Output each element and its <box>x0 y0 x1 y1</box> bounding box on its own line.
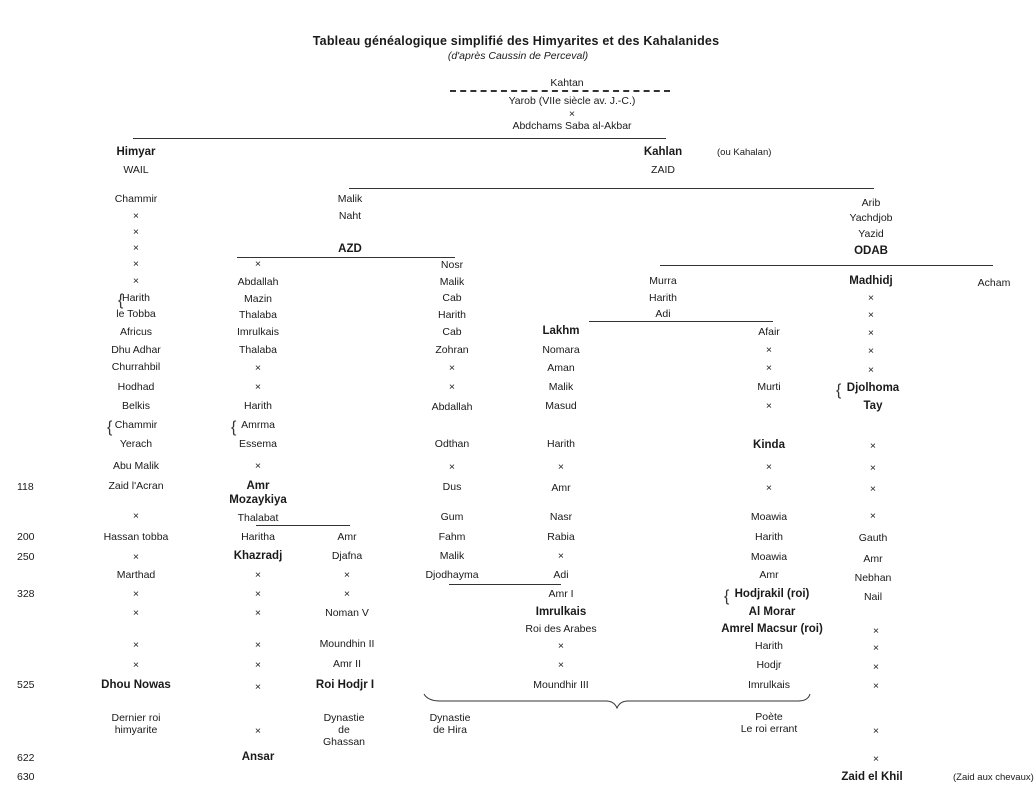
person-node: Malik <box>439 276 465 288</box>
person-node: Gum <box>440 511 464 523</box>
unnamed-generation-marker: × <box>765 362 773 374</box>
unnamed-generation-marker: × <box>254 381 262 393</box>
person-node: Murra <box>649 275 677 287</box>
unnamed-generation-marker: × <box>557 461 565 473</box>
unnamed-generation-marker: × <box>254 607 262 619</box>
person-node: Masud <box>545 400 577 412</box>
person-node: Harith <box>121 292 151 304</box>
person-node: ZAID <box>651 164 675 176</box>
person-node: Djolhoma <box>846 382 900 394</box>
person-node: Amr <box>863 553 883 565</box>
person-node: WAIL <box>123 164 149 176</box>
unnamed-generation-marker: × <box>254 258 262 270</box>
person-node: Haritha <box>241 531 275 543</box>
year-label: 250 <box>17 551 35 563</box>
year-label: 622 <box>17 752 35 764</box>
unnamed-generation-marker: × <box>343 569 351 581</box>
person-node: Tay <box>863 400 883 412</box>
unnamed-generation-marker: × <box>254 460 262 472</box>
person-node: Madhidj <box>849 275 893 287</box>
unnamed-generation-marker: × <box>132 639 140 651</box>
person-node: Marthad <box>116 569 156 581</box>
unnamed-generation-marker: × <box>254 659 262 671</box>
person-node: Thalabat <box>237 512 279 524</box>
person-node: Aman <box>547 362 575 374</box>
person-node: Harith <box>437 309 467 321</box>
unnamed-generation-marker: × <box>765 461 773 473</box>
person-node: Dus <box>442 481 462 493</box>
unnamed-generation-marker: × <box>872 661 880 673</box>
unnamed-generation-marker: × <box>132 607 140 619</box>
person-node: Abu Malik <box>112 460 160 472</box>
unnamed-generation-marker: × <box>867 327 875 339</box>
person-node: Zaid el Khil <box>841 771 903 783</box>
unnamed-generation-marker: × <box>132 510 140 522</box>
person-node: Imrulkais <box>747 679 791 691</box>
chart-subtitle: (d'après Caussin de Perceval) <box>447 50 589 62</box>
person-node: Africus <box>119 326 153 338</box>
unnamed-generation-marker: × <box>872 625 880 637</box>
person-node: Amr <box>337 531 357 543</box>
person-node: Harith <box>546 438 576 450</box>
person-node: Roi des Arabes <box>525 623 597 635</box>
brace-icon: { <box>231 419 237 436</box>
unnamed-generation-marker: × <box>132 588 140 600</box>
person-node: Roi Hodjr I <box>315 679 375 691</box>
person-node: Dernier roi himyarite <box>111 712 161 736</box>
brace-icon: { <box>107 419 113 436</box>
person-node: Imrulkais <box>236 326 280 338</box>
person-node: Zohran <box>435 344 469 356</box>
person-node: Moundhin II <box>319 638 375 650</box>
year-label: 200 <box>17 531 35 543</box>
unnamed-generation-marker: × <box>254 639 262 651</box>
person-node: Khazradj <box>233 550 283 562</box>
brace-icon: { <box>836 382 842 399</box>
person-node: Ansar <box>241 751 275 763</box>
unnamed-generation-marker: × <box>132 210 140 222</box>
brace-icon: { <box>724 588 730 605</box>
person-node: Murti <box>757 381 781 393</box>
person-node: Odthan <box>434 438 470 450</box>
person-node: Yarob (VIIe siècle av. J.-C.) <box>508 95 636 107</box>
unnamed-generation-marker: × <box>568 108 576 120</box>
person-node: Nail <box>863 591 883 603</box>
unnamed-generation-marker: × <box>765 482 773 494</box>
unnamed-generation-marker: × <box>869 440 877 452</box>
unnamed-generation-marker: × <box>557 659 565 671</box>
person-node: Thalaba <box>239 344 277 356</box>
unnamed-generation-marker: × <box>872 753 880 765</box>
unnamed-generation-marker: × <box>254 569 262 581</box>
person-node: Hodhad <box>117 381 155 393</box>
person-node: Nebhan <box>854 572 892 584</box>
unnamed-generation-marker: × <box>867 309 875 321</box>
person-node: Dhu Adhar <box>111 344 161 356</box>
unnamed-generation-marker: × <box>869 483 877 495</box>
person-node: Amr <box>551 482 571 494</box>
person-node: ODAB <box>854 245 888 257</box>
unnamed-generation-marker: × <box>867 364 875 376</box>
unnamed-generation-marker: × <box>872 680 880 692</box>
person-node: (Zaid aux chevaux) <box>953 772 1034 783</box>
person-node: Hodjr <box>756 659 782 671</box>
unnamed-generation-marker: × <box>132 258 140 270</box>
person-node: Poète Le roi errant <box>740 711 798 735</box>
unnamed-generation-marker: × <box>869 510 877 522</box>
person-node: Hassan tobba <box>103 531 169 543</box>
unnamed-generation-marker: × <box>254 588 262 600</box>
unnamed-generation-marker: × <box>448 461 456 473</box>
person-node: Churrahbil <box>111 361 161 373</box>
person-node: Adi <box>655 308 671 320</box>
person-node: Harith <box>754 531 784 543</box>
year-label: 328 <box>17 588 35 600</box>
person-node: Moundhir III <box>533 679 589 691</box>
year-label: 118 <box>17 481 34 493</box>
unnamed-generation-marker: × <box>448 362 456 374</box>
person-node: Mozaykiya <box>229 494 287 506</box>
person-node: Chammir <box>114 419 158 431</box>
person-node: (ou Kahalan) <box>717 147 772 158</box>
person-node: Dynastie de Ghassan <box>322 712 366 748</box>
person-node: Adi <box>553 569 569 581</box>
unnamed-generation-marker: × <box>254 362 262 374</box>
person-node: Acham <box>977 277 1011 289</box>
unnamed-generation-marker: × <box>343 588 351 600</box>
person-node: Yachdjob <box>849 212 893 224</box>
person-node: Abdallah <box>237 276 279 288</box>
year-label: 630 <box>17 771 35 783</box>
year-label: 525 <box>17 679 35 691</box>
person-node: Amr I <box>548 588 574 600</box>
unnamed-generation-marker: × <box>254 681 262 693</box>
person-node: Rabia <box>547 531 575 543</box>
person-node: Nosr <box>440 259 464 271</box>
person-node: Nasr <box>549 511 573 523</box>
person-node: Himyar <box>116 146 156 158</box>
person-node: Dhou Nowas <box>101 679 171 691</box>
person-node: Harith <box>243 400 273 412</box>
unnamed-generation-marker: × <box>872 725 880 737</box>
person-node: Malik <box>337 193 363 205</box>
person-node: Essema <box>239 438 277 450</box>
person-node: Harith <box>648 292 678 304</box>
unnamed-generation-marker: × <box>867 345 875 357</box>
person-node: Cab <box>442 292 462 304</box>
person-node: Kinda <box>753 439 785 451</box>
person-node: Afair <box>758 326 780 338</box>
person-node: Kahtan <box>550 77 584 89</box>
person-node: Cab <box>442 326 462 338</box>
person-node: Mazin <box>243 293 273 305</box>
unnamed-generation-marker: × <box>867 292 875 304</box>
person-node: Imrulkais <box>535 606 587 618</box>
person-node: Djafna <box>331 550 363 562</box>
person-node: Nomara <box>542 344 580 356</box>
person-node: Chammir <box>114 193 158 205</box>
person-node: Moawia <box>750 511 788 523</box>
person-node: Djodhayma <box>425 569 479 581</box>
person-node: Zaid l'Acran <box>108 480 164 492</box>
unnamed-generation-marker: × <box>132 242 140 254</box>
person-node: Fahm <box>438 531 466 543</box>
person-node: Al Morar <box>748 606 796 618</box>
chart-title: Tableau généalogique simplifié des Himyarites et des Kahalanides <box>312 34 720 48</box>
person-node: Amr <box>246 480 270 492</box>
person-node: Harith <box>754 640 784 652</box>
unnamed-generation-marker: × <box>448 381 456 393</box>
person-node: Malik <box>548 381 574 393</box>
brace-icon: { <box>118 292 124 309</box>
unnamed-generation-marker: × <box>872 642 880 654</box>
person-node: Amr <box>759 569 779 581</box>
person-node: Arib <box>861 197 881 209</box>
person-node: Abdallah <box>431 401 473 413</box>
person-node: Hodjrakil (roi) <box>734 588 810 600</box>
unnamed-generation-marker: × <box>132 275 140 287</box>
person-node: Amrel Macsur (roi) <box>721 623 823 635</box>
unnamed-generation-marker: × <box>132 659 140 671</box>
person-node: Gauth <box>858 532 888 544</box>
person-node: le Tobba <box>116 308 156 320</box>
person-node: Lakhm <box>542 325 580 337</box>
unnamed-generation-marker: × <box>869 462 877 474</box>
person-node: Amr II <box>333 658 361 670</box>
unnamed-generation-marker: × <box>765 344 773 356</box>
person-node: Yazid <box>858 228 884 240</box>
unnamed-generation-marker: × <box>132 551 140 563</box>
person-node: Thalaba <box>239 309 277 321</box>
unnamed-generation-marker: × <box>765 400 773 412</box>
person-node: Moawia <box>750 551 788 563</box>
unnamed-generation-marker: × <box>254 725 262 737</box>
person-node: Amrma <box>241 419 275 431</box>
unnamed-generation-marker: × <box>557 550 565 562</box>
unnamed-generation-marker: × <box>132 226 140 238</box>
person-node: Abdchams Saba al-Akbar <box>512 120 632 132</box>
person-node: Naht <box>338 210 362 222</box>
unnamed-generation-marker: × <box>557 640 565 652</box>
person-node: Noman V <box>325 607 369 619</box>
person-node: Kahlan <box>643 146 683 158</box>
person-node: Dynastie de Hira <box>429 712 471 736</box>
person-node: AZD <box>338 243 362 255</box>
person-node: Belkis <box>121 400 151 412</box>
person-node: Malik <box>439 550 465 562</box>
person-node: Yerach <box>119 438 153 450</box>
